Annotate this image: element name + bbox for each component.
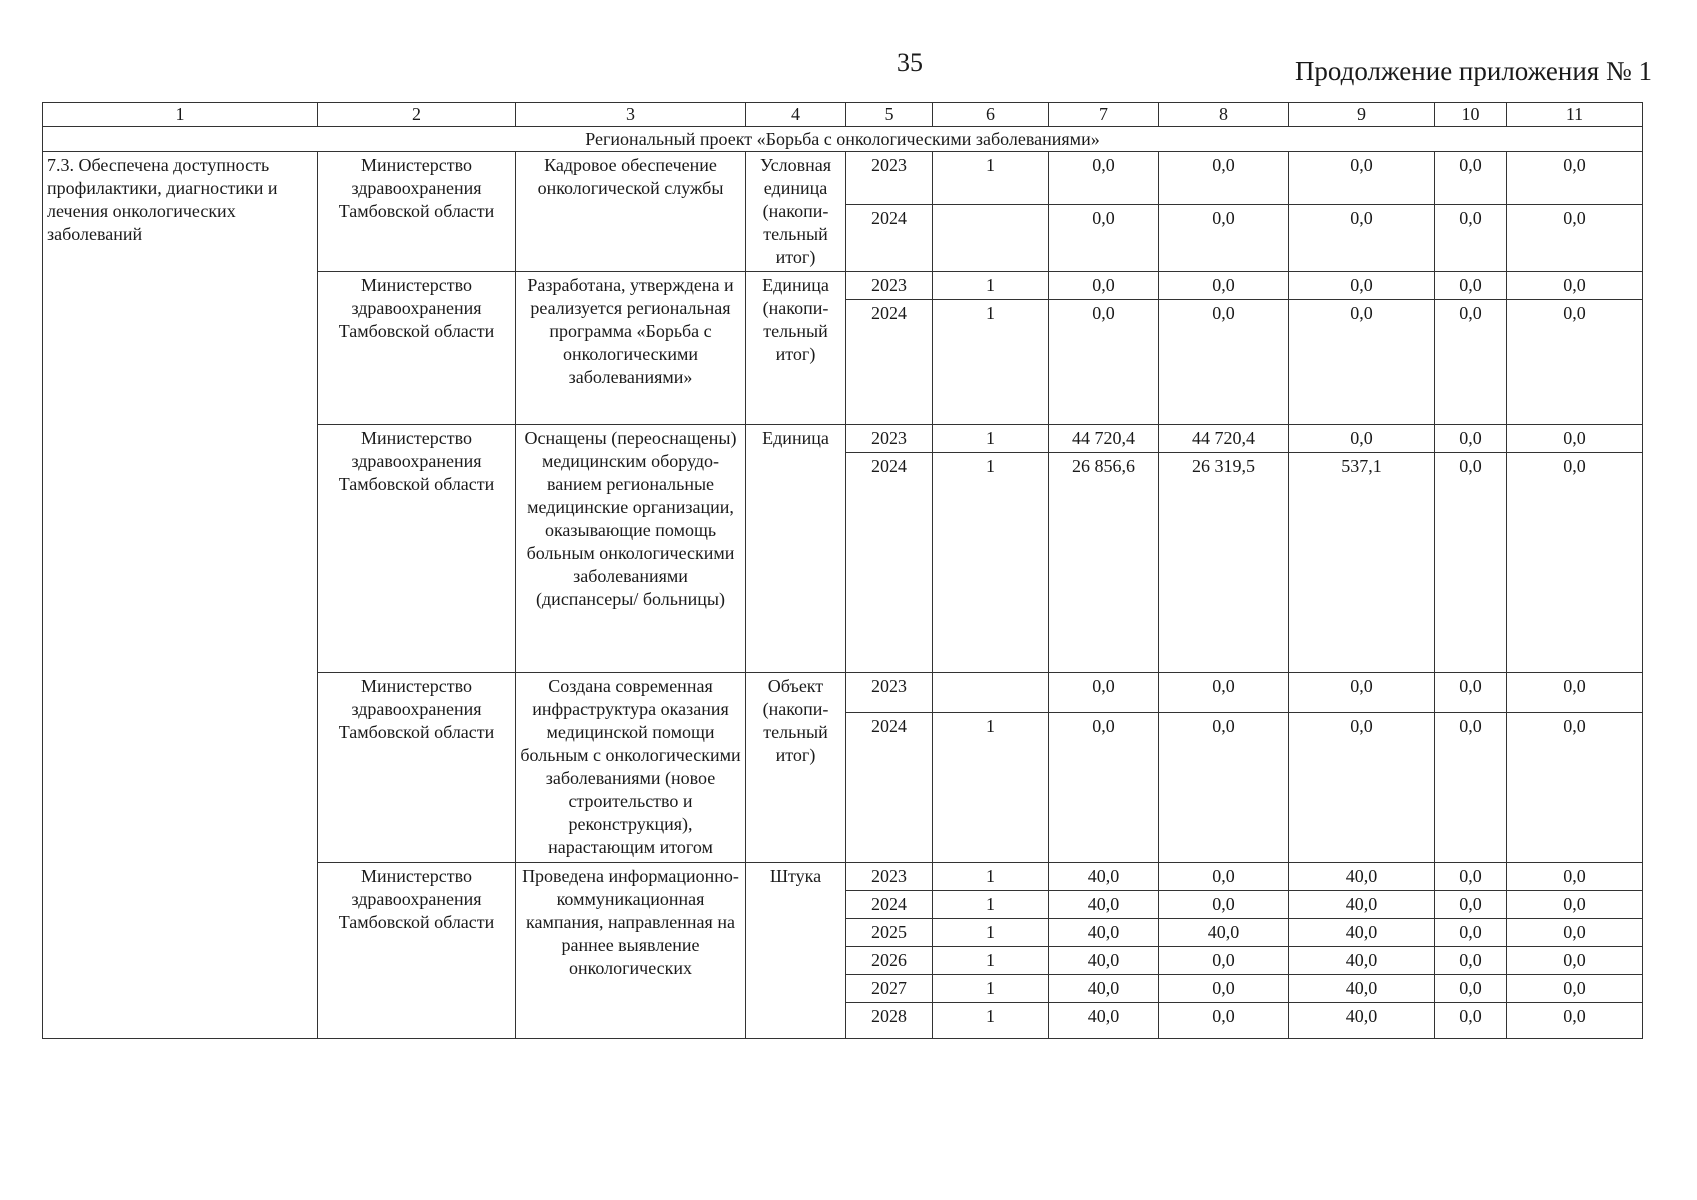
- year-cell: 2024: [846, 891, 933, 919]
- total-amount-cell: 0,0: [1049, 272, 1159, 300]
- federal-budget-cell: 0,0: [1159, 272, 1289, 300]
- federal-budget-cell: 44 720,4: [1159, 425, 1289, 453]
- project-title-row: [43, 127, 1643, 152]
- year-cell: 2027: [846, 975, 933, 1003]
- extra-budget-cell: 0,0: [1507, 891, 1643, 919]
- federal-budget-cell: 0,0: [1159, 300, 1289, 425]
- unit-cell: Штука: [746, 863, 846, 1039]
- local-budget-cell: 0,0: [1435, 205, 1507, 272]
- indicator-count-cell: 1: [933, 1003, 1049, 1039]
- appendix-table: [42, 102, 1643, 1039]
- result-cell: Проведена информационно-коммуникационная кампания, направленная на раннее выявление онкологических: [516, 863, 746, 1039]
- extra-budget-cell: 0,0: [1507, 673, 1643, 713]
- federal-budget-cell: 0,0: [1159, 205, 1289, 272]
- executor-cell: Министерство здравоохранения Тамбовской области: [318, 863, 516, 1039]
- indicator-count-cell: [933, 205, 1049, 272]
- total-amount-cell: 40,0: [1049, 919, 1159, 947]
- table-row: [43, 152, 1643, 205]
- executor-cell: Министерство здравоохранения Тамбовской области: [318, 272, 516, 425]
- indicator-count-cell: 1: [933, 713, 1049, 863]
- year-cell: 2025: [846, 919, 933, 947]
- indicator-count-cell: 1: [933, 425, 1049, 453]
- unit-cell: Условная единица (накопи-тельный итог): [746, 152, 846, 272]
- regional-budget-cell: 40,0: [1289, 919, 1435, 947]
- indicator-count-cell: 1: [933, 919, 1049, 947]
- result-cell: Разработана, утверждена и реализуется региональная программа «Борьба с онкологическими заболеваниями»: [516, 272, 746, 425]
- local-budget-cell: 0,0: [1435, 152, 1507, 205]
- local-budget-cell: 0,0: [1435, 713, 1507, 863]
- local-budget-cell: 0,0: [1435, 673, 1507, 713]
- federal-budget-cell: 0,0: [1159, 863, 1289, 891]
- regional-budget-cell: 0,0: [1289, 300, 1435, 425]
- regional-budget-cell: 0,0: [1289, 152, 1435, 205]
- unit-cell: Единица (накопи-тельный итог): [746, 272, 846, 425]
- year-cell: 2024: [846, 300, 933, 425]
- year-cell: 2028: [846, 1003, 933, 1039]
- federal-budget-cell: 0,0: [1159, 713, 1289, 863]
- federal-budget-cell: 0,0: [1159, 891, 1289, 919]
- federal-budget-cell: 0,0: [1159, 975, 1289, 1003]
- extra-budget-cell: 0,0: [1507, 453, 1643, 673]
- year-cell: 2023: [846, 863, 933, 891]
- extra-budget-cell: 0,0: [1507, 272, 1643, 300]
- local-budget-cell: 0,0: [1435, 863, 1507, 891]
- unit-cell: Единица: [746, 425, 846, 673]
- column-number: 5: [846, 103, 933, 127]
- column-number-row: [43, 103, 1643, 127]
- indicator-count-cell: 1: [933, 891, 1049, 919]
- page-number: 35: [897, 48, 923, 77]
- regional-budget-cell: 0,0: [1289, 425, 1435, 453]
- column-number: 1: [43, 103, 318, 127]
- local-budget-cell: 0,0: [1435, 947, 1507, 975]
- total-amount-cell: 44 720,4: [1049, 425, 1159, 453]
- indicator-count-cell: 1: [933, 453, 1049, 673]
- column-number: 7: [1049, 103, 1159, 127]
- local-budget-cell: 0,0: [1435, 891, 1507, 919]
- extra-budget-cell: 0,0: [1507, 975, 1643, 1003]
- column-number: 3: [516, 103, 746, 127]
- appendix-continuation: Продолжение приложения № 1: [1294, 56, 1652, 86]
- local-budget-cell: 0,0: [1435, 975, 1507, 1003]
- regional-budget-cell: 40,0: [1289, 1003, 1435, 1039]
- extra-budget-cell: 0,0: [1507, 947, 1643, 975]
- result-cell: Кадровое обеспечение онкологической службы: [516, 152, 746, 272]
- extra-budget-cell: 0,0: [1507, 205, 1643, 272]
- column-number: 8: [1159, 103, 1289, 127]
- executor-cell: Министерство здравоохранения Тамбовской области: [318, 152, 516, 272]
- indicator-count-cell: [933, 673, 1049, 713]
- result-cell: Создана современная инфраструктура оказания медицинской помощи больным с онкологическими заболеваниями (новое строительство и реконструкция), нарастающим итогом: [516, 673, 746, 863]
- regional-budget-cell: 0,0: [1289, 272, 1435, 300]
- total-amount-cell: 40,0: [1049, 891, 1159, 919]
- total-amount-cell: 40,0: [1049, 1003, 1159, 1039]
- extra-budget-cell: 0,0: [1507, 300, 1643, 425]
- federal-budget-cell: 0,0: [1159, 673, 1289, 713]
- local-budget-cell: 0,0: [1435, 1003, 1507, 1039]
- year-cell: 2024: [846, 713, 933, 863]
- regional-budget-cell: 0,0: [1289, 713, 1435, 863]
- executor-cell: Министерство здравоохранения Тамбовской области: [318, 673, 516, 863]
- total-amount-cell: 40,0: [1049, 947, 1159, 975]
- extra-budget-cell: 0,0: [1507, 713, 1643, 863]
- total-amount-cell: 40,0: [1049, 975, 1159, 1003]
- regional-budget-cell: 40,0: [1289, 947, 1435, 975]
- year-cell: 2023: [846, 425, 933, 453]
- result-cell: Оснащены (переоснащены) медицинским оборудо-ванием региональные медицинские организации, оказывающие помощь больным онкологическими заболеваниями (диспансеры/ больницы): [516, 425, 746, 673]
- regional-budget-cell: 0,0: [1289, 205, 1435, 272]
- extra-budget-cell: 0,0: [1507, 152, 1643, 205]
- column-number: 2: [318, 103, 516, 127]
- project-title: Региональный проект «Борьба с онкологическими заболеваниями»: [43, 127, 1643, 152]
- column-number: 6: [933, 103, 1049, 127]
- local-budget-cell: 0,0: [1435, 425, 1507, 453]
- indicator-count-cell: 1: [933, 272, 1049, 300]
- indicator-count-cell: 1: [933, 863, 1049, 891]
- regional-budget-cell: 0,0: [1289, 673, 1435, 713]
- local-budget-cell: 0,0: [1435, 919, 1507, 947]
- federal-budget-cell: 26 319,5: [1159, 453, 1289, 673]
- indicator-count-cell: 1: [933, 975, 1049, 1003]
- total-amount-cell: 0,0: [1049, 152, 1159, 205]
- unit-cell: Объект (накопи-тельный итог): [746, 673, 846, 863]
- year-cell: 2026: [846, 947, 933, 975]
- year-cell: 2023: [846, 272, 933, 300]
- regional-budget-cell: 40,0: [1289, 891, 1435, 919]
- goal-cell: 7.3. Обеспечена доступность профилактики, диагностики и лечения онкологических заболеваний: [43, 152, 318, 1039]
- local-budget-cell: 0,0: [1435, 453, 1507, 673]
- year-cell: 2023: [846, 152, 933, 205]
- column-number: 4: [746, 103, 846, 127]
- column-number: 9: [1289, 103, 1435, 127]
- total-amount-cell: 0,0: [1049, 673, 1159, 713]
- federal-budget-cell: 0,0: [1159, 947, 1289, 975]
- year-cell: 2024: [846, 205, 933, 272]
- column-number: 10: [1435, 103, 1507, 127]
- total-amount-cell: 26 856,6: [1049, 453, 1159, 673]
- total-amount-cell: 0,0: [1049, 205, 1159, 272]
- extra-budget-cell: 0,0: [1507, 1003, 1643, 1039]
- regional-budget-cell: 537,1: [1289, 453, 1435, 673]
- executor-cell: Министерство здравоохранения Тамбовской области: [318, 425, 516, 673]
- total-amount-cell: 0,0: [1049, 713, 1159, 863]
- indicator-count-cell: 1: [933, 947, 1049, 975]
- indicator-count-cell: 1: [933, 300, 1049, 425]
- federal-budget-cell: 0,0: [1159, 152, 1289, 205]
- extra-budget-cell: 0,0: [1507, 425, 1643, 453]
- local-budget-cell: 0,0: [1435, 272, 1507, 300]
- regional-budget-cell: 40,0: [1289, 863, 1435, 891]
- total-amount-cell: 40,0: [1049, 863, 1159, 891]
- federal-budget-cell: 0,0: [1159, 1003, 1289, 1039]
- total-amount-cell: 0,0: [1049, 300, 1159, 425]
- local-budget-cell: 0,0: [1435, 300, 1507, 425]
- extra-budget-cell: 0,0: [1507, 863, 1643, 891]
- year-cell: 2023: [846, 673, 933, 713]
- year-cell: 2024: [846, 453, 933, 673]
- extra-budget-cell: 0,0: [1507, 919, 1643, 947]
- indicator-count-cell: 1: [933, 152, 1049, 205]
- regional-budget-cell: 40,0: [1289, 975, 1435, 1003]
- federal-budget-cell: 40,0: [1159, 919, 1289, 947]
- column-number: 11: [1507, 103, 1643, 127]
